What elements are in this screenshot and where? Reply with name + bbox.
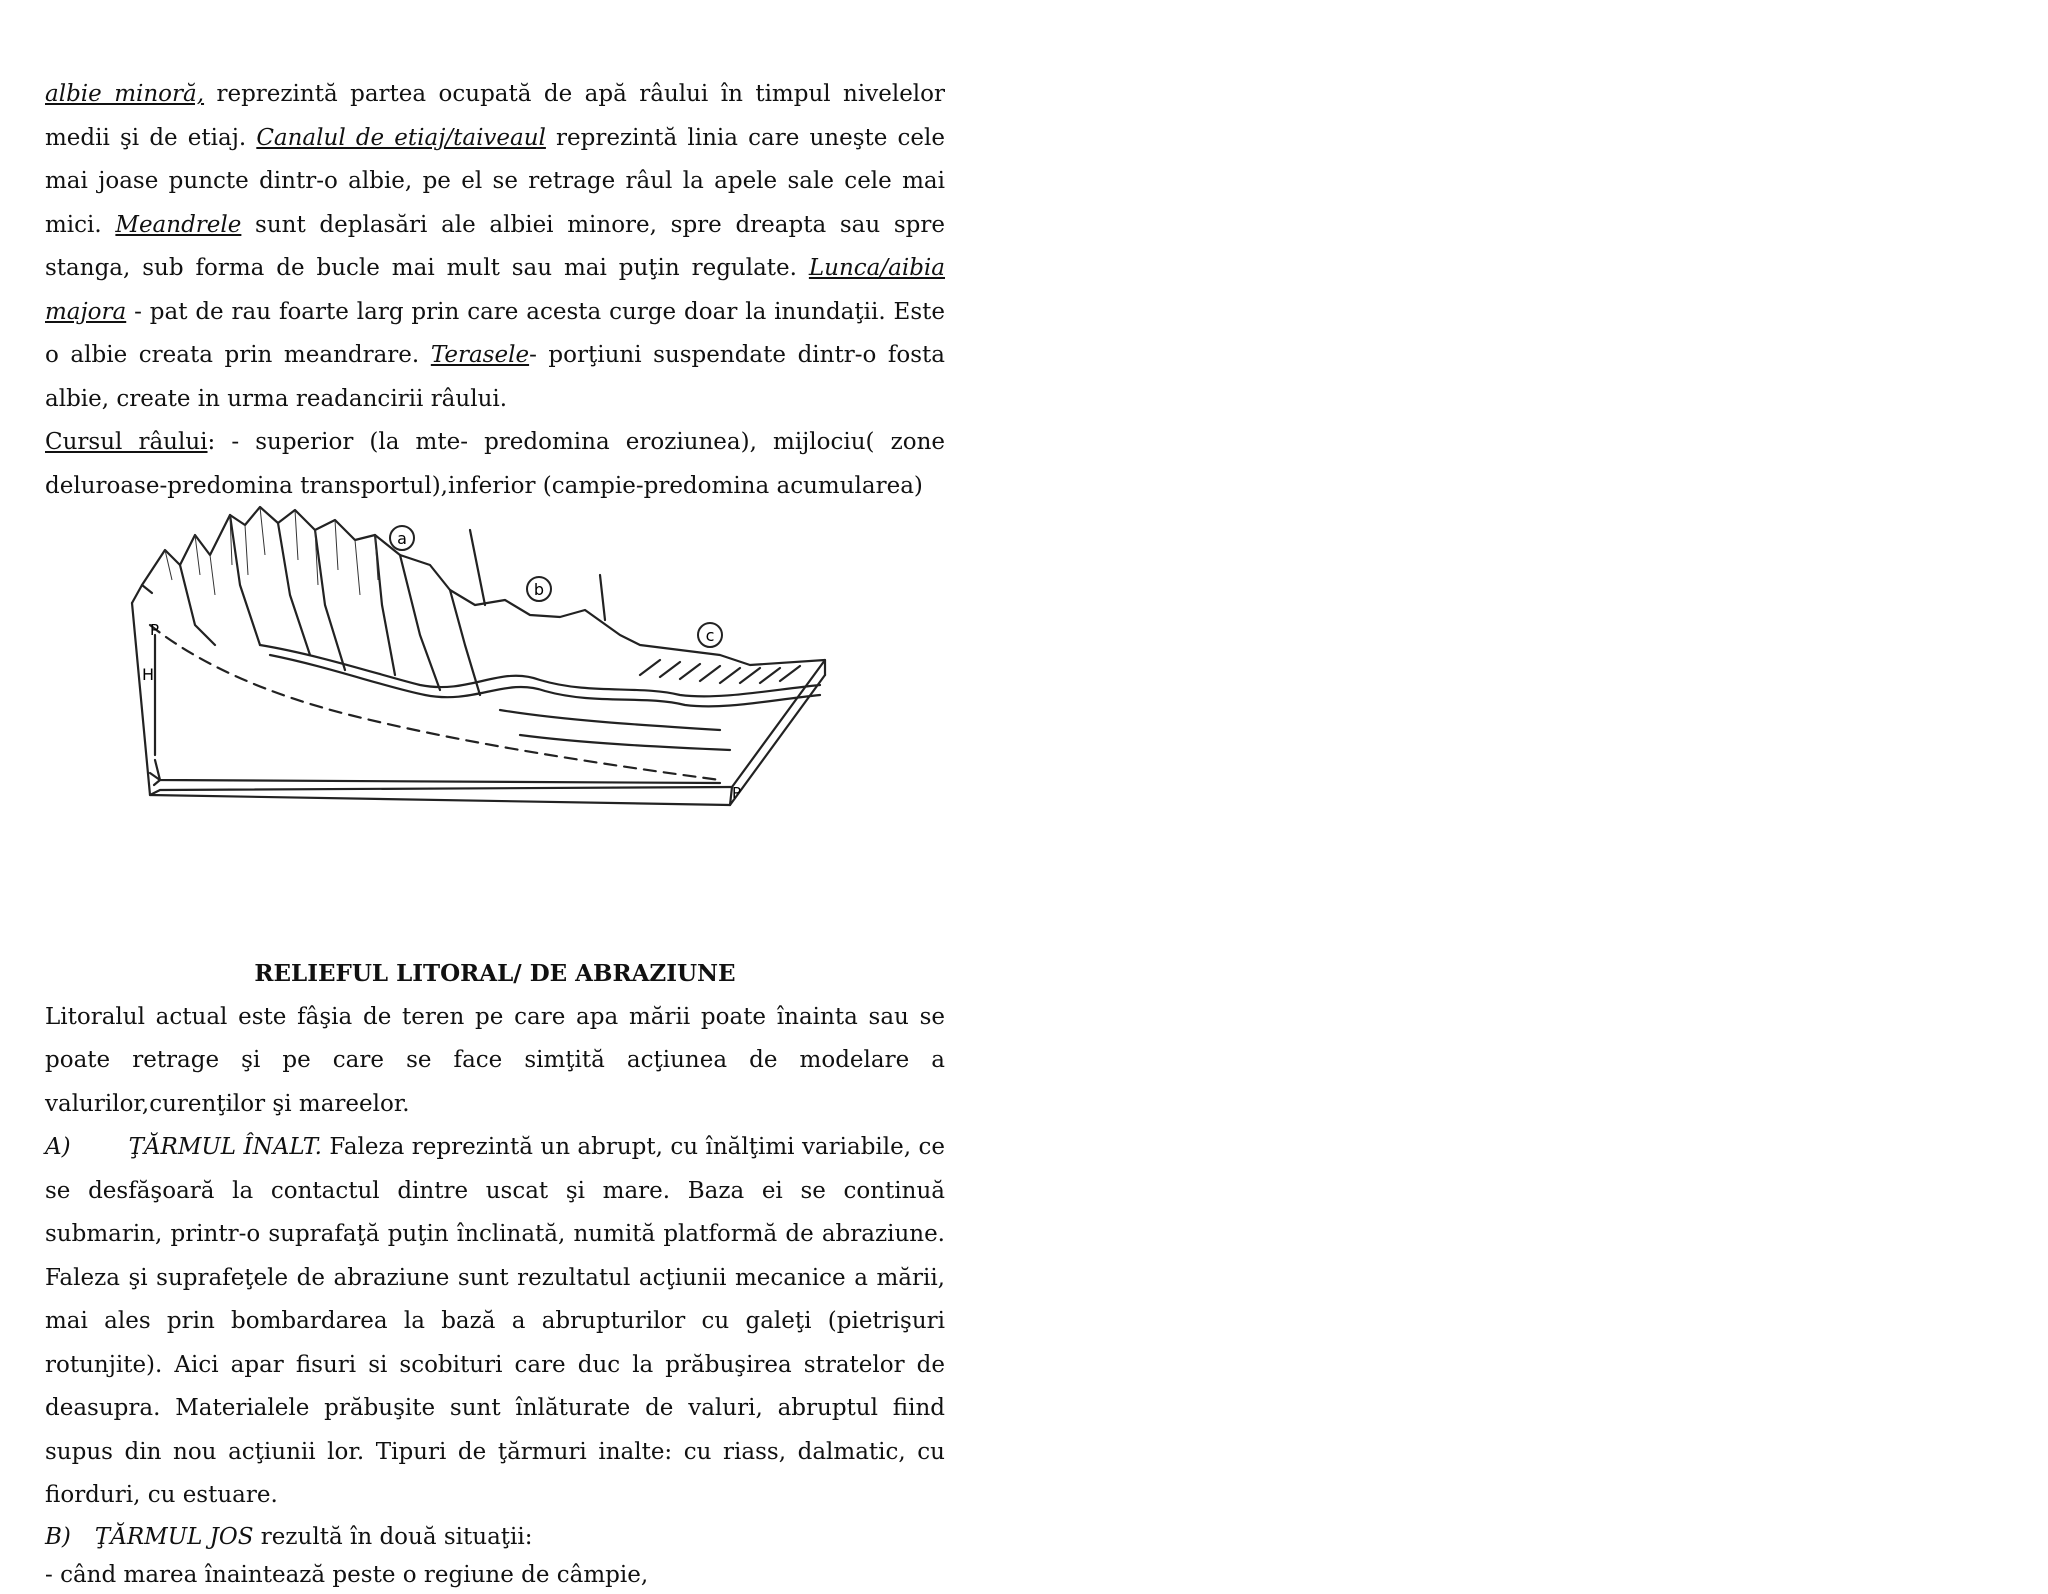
paragraph-tarm-inalt (45, 1126, 945, 1518)
term-lunca: Lunca/aibia majora (45, 255, 945, 325)
section-heading: RELIEFUL LITORAL/ DE ABRAZIUNE (254, 960, 736, 987)
tarm-jos-title: ŢĂRMUL JOS (94, 1523, 254, 1550)
text-fragment: - pat de rau foarte larg prin care acesta curge doar la inundaţii. Este o albie creata prin meandrare. (45, 298, 945, 368)
label-c: c (705, 626, 715, 645)
text-fragment: reprezintă linia care uneşte cele mai joase puncte dintr-o albie, pe el se retrage râul la apele sale cele mai mici. (45, 124, 945, 238)
text-fragment: : - superior (la mte- predomina eroziunea), mijlociu( zone deluroase-predomina transportul),inferior (campie-predomina acumularea) (45, 429, 946, 499)
paragraph-tarm-jos-item: - când marea înaintează peste o regiune de câmpie, (45, 1561, 649, 1588)
paragraph-litoral-intro: Litoralul actual este fâşia de teren pe care apa mării poate înainta sau se poate retrage şi pe care se face simţită acţiunea de modelare a valurilor,curenţilor şi mareelor. (45, 1003, 945, 1117)
tarm-jos-text: rezultă în două situaţii: (253, 1523, 533, 1550)
text-fragment: - porţiuni suspendate dintr-o fosta albie, create in urma readancirii râului. (45, 342, 946, 412)
term-terase: Terasele (430, 342, 530, 368)
term-meandre: Meandrele (115, 211, 242, 238)
label-p-right: P (732, 784, 742, 802)
paragraph-river-terms (45, 73, 945, 421)
tarm-inalt-title: ŢĂRMUL ÎNALT. (128, 1134, 322, 1160)
term-cursul-raului: Cursul râului (45, 429, 208, 455)
term-canal-etiaj: Canalul de etiaj/taiveaul (256, 124, 546, 151)
text-fragment: sunt deplasări ale albiei minore, spre dreapta sau spre stanga, sub forma de bucle mai mult sau mai puţin regulate. (45, 211, 945, 281)
tarm-inalt-text: Faleza reprezintă un abrupt, cu înălţimi variabile, ce se desfăşoară la contactul dintre uscat şi mare. Baza ei se continuă submarin, printr-o suprafaţă puţin înclinată, numită platformă de abraziune. Faleza şi suprafeţele de abraziune sunt rezultatul acţiunii mecanice a mării, mai ales prin bombardarea la bază a abrupturilor cu galeţi (pietrişuri rotunjite). Aici apar fisuri si scobituri care duc la prăbuşirea stratelor de deasupra. Materialele prăbuşite sunt înlăturate de valuri, abruptul fiind supus din nou acţiunii lor. Tipuri de ţărmuri inalte: cu riass, dalmatic, cu fiorduri, cu estuare. (45, 1134, 945, 1508)
coastal-section (45, 952, 945, 1594)
label-p-left: P (150, 621, 160, 639)
text-fragment: reprezintă partea ocupată de apă râului în timpul nivelelor medii şi de etiaj. (45, 81, 945, 151)
list-label-b: B) (45, 1523, 71, 1550)
river-profile-drawing (120, 495, 840, 815)
list-label-a: A) (45, 1134, 71, 1160)
label-h: H (142, 665, 155, 684)
term-albie-minora: albie minoră, (45, 81, 205, 107)
label-b: b (533, 580, 545, 599)
paragraph-tarm-jos (45, 1518, 945, 1556)
river-profile-illustration (120, 495, 840, 815)
label-a: a (397, 529, 407, 548)
river-section (45, 73, 945, 508)
